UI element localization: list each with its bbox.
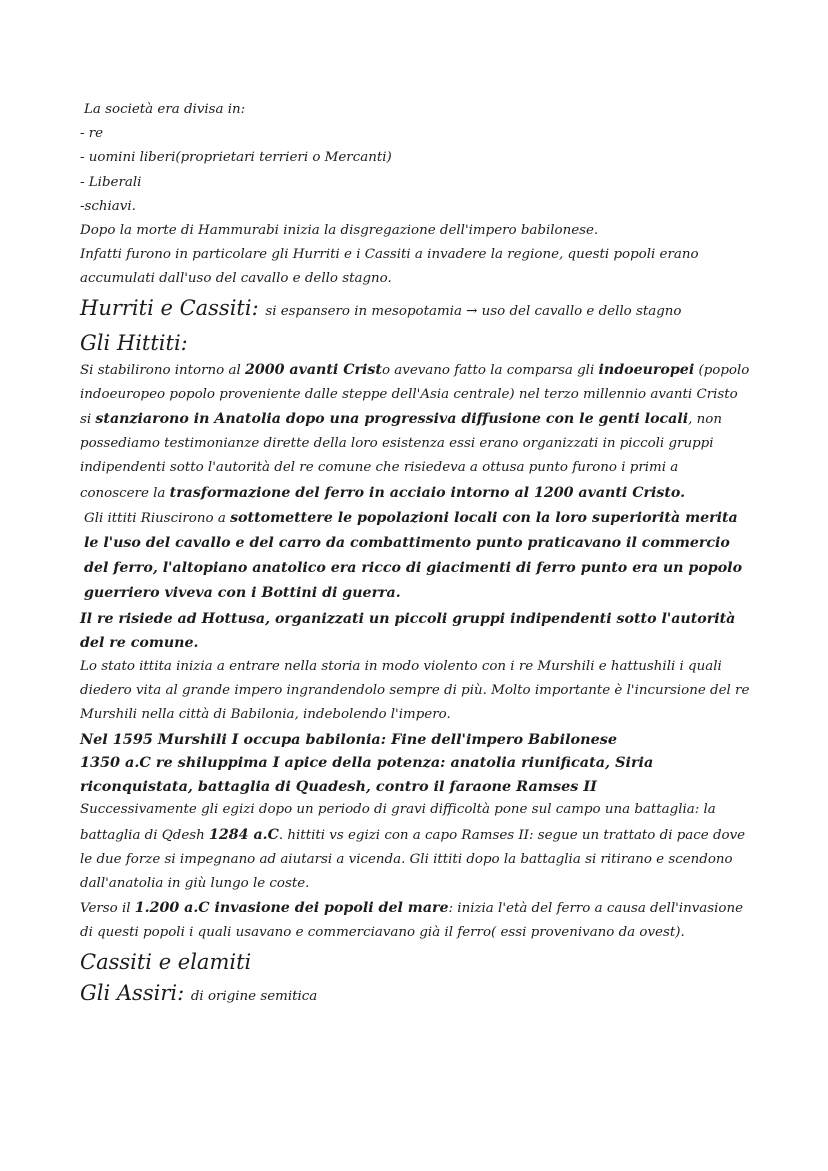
paragraph-qadesh: [80, 798, 750, 896]
heading-assiri-title: Gli Assiri:: [80, 980, 185, 1005]
bold-run: 1.200 a.C invasione dei popoli del mare: [134, 900, 449, 917]
heading-hittiti: Gli Hittiti:: [80, 330, 188, 355]
paragraph-hammurabi: Dopo la morte di Hammurabi inizia la disgregazione dell'impero babilonese.: [80, 223, 599, 239]
bold-run: indoeuropei: [598, 361, 695, 378]
document-body: [80, 98, 750, 1012]
heading-hurriti-cassiti: [80, 293, 750, 327]
paragraph-invasion: Infatti furono in particolare gli Hurriti e i Cassiti a invadere la regione, questi popoli erano accumulati dall'uso del cavallo e dello stagno.: [80, 247, 699, 287]
assiri-text: di origine semitica: [190, 988, 318, 1004]
line-1350: 1350 a.C re shiluppima I apice della potenza: anatolia riunificata, Siria riconquistata, battaglia di Quadesh, contro il faraone Ramses II: [80, 754, 654, 795]
heading-assiri: [80, 978, 750, 1012]
text-run: : inizia l'età del ferro a causa dell'invasione di questi popoli i quali usavano e commerciavano già il ferro( essi provenivano da ovest).: [80, 901, 744, 941]
bold-run: stanziarono in Anatolia dopo una progressiva diffusione con le genti locali: [95, 411, 689, 428]
paragraph-sea-peoples: [80, 896, 750, 945]
text-run: Verso il: [80, 901, 135, 917]
society-intro: La società era divisa in:: [84, 102, 246, 117]
paragraph-murshili: Lo stato ittita inizia a entrare nella storia in modo violento con i re Murshili e hattushili i quali diedero vita al grande impero ingrandendolo sempre di più. Molto importante è l'incursione del re Murshili nella città di Babilonia, indebolendo l'impero.: [80, 659, 750, 723]
paragraph-hottusa: Il re risiede ad Hottusa, organizzati un piccoli gruppi indipendenti sotto l'autorità del re comune.: [80, 610, 736, 651]
paragraph-hittiti-conquest: [80, 506, 750, 607]
line-1595: Nel 1595 Murshili I occupa babilonia: Fine dell'impero Babilonese: [80, 730, 618, 748]
text-run: (popolo indoeuropeo popolo proveniente dalle steppe dell'Asia centrale) nel terzo millennio avanti Cristo si: [80, 362, 750, 428]
text-run: Successivamente gli egizi dopo un periodo di gravi difficoltà pone sul campo una battaglia: la battaglia di Qdesh: [80, 802, 716, 843]
society-item-slaves: -schiavi.: [80, 198, 136, 214]
society-item-liberals: - Liberali: [80, 174, 142, 190]
society-item-king: - re: [80, 126, 104, 142]
bold-run: sottomettere le popolazioni locali con la loro superiorità merita le l'uso del cavallo e del carro da combattimento punto praticavano il commercio del ferro, l'altopiano anatolico era ricco di giacimenti di ferro punto era un popolo guerriero viveva con i Bottini di guerra.: [84, 509, 743, 602]
bold-run: 1284 a.C: [209, 826, 279, 843]
heading-hurriti-title: Hurriti e Cassiti:: [80, 295, 259, 320]
bold-run: 2000 avanti Crist: [245, 361, 382, 378]
heading-cassiti-elamiti: Cassiti e elamiti: [80, 949, 252, 974]
hurriti-text: si espansero in mesopotamia → uso del cavallo e dello stagno: [265, 303, 682, 319]
paragraph-hittiti-origins: [80, 358, 750, 506]
text-run: Si stabilirono intorno al: [80, 362, 245, 378]
text-run: o avevano fatto la comparsa gli: [381, 362, 599, 378]
bold-run: trasformazione del ferro in acciaio intorno al 1200 avanti Cristo.: [169, 484, 686, 501]
text-run: . hittiti vs egizi con a capo Ramses II: segue un trattato di pace dove le due forze si impegnano ad aiutarsi a vicenda. Gli ittiti dopo la battaglia si ritirano e scendono dall'anatolia in giù lungo le coste.: [80, 827, 746, 892]
society-item-free-men: - uomini liberi(proprietari terrieri o Mercanti): [80, 150, 392, 166]
text-run: , non possediamo testimonianze dirette della loro esistenza essi erano organizzati in piccoli gruppi indipendenti sotto l'autorità del re comune che risiedeva a ottusa punto furono i primi a conoscere la: [80, 412, 722, 501]
text-run: Gli ittiti Riuscirono a: [84, 510, 231, 526]
